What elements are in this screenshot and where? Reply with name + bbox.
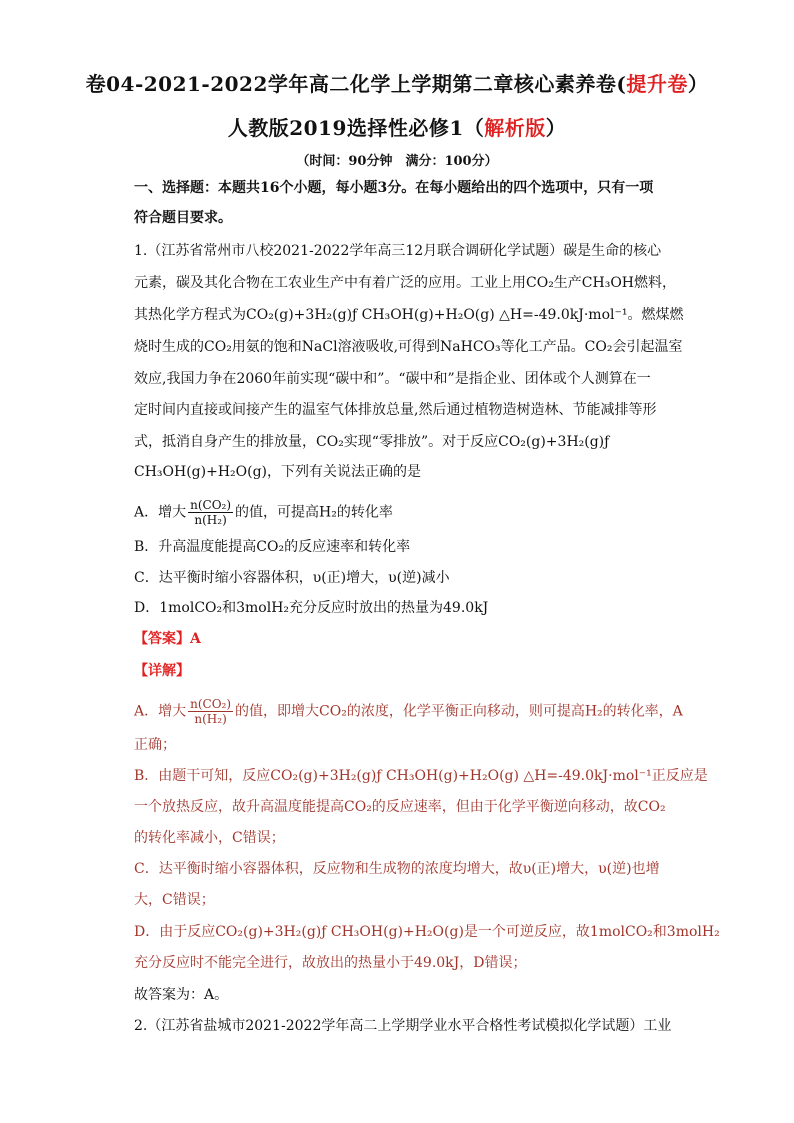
explanation-b: B．由题干可知，反应CO₂(g)+3H₂(g)ƒ CH₃OH(g)+H₂O(g) △H=-49.0kJ·mol⁻¹正反应是 — [134, 768, 708, 784]
q1-stem-line: 1.（江苏省常州市八校2021-2022学年高三12月联合调研化学试题）碳是生命的核心 — [134, 243, 662, 259]
section-heading-cont: 符合题目要求。 — [134, 210, 232, 226]
q1-stem-line: 式，抵消自身产生的排放量，CO₂实现“零排放”。对于反应CO₂(g)+3H₂(g)ƒ — [134, 434, 610, 450]
ratio-fraction: $\frac{\text{n(CO₂)}}{\text{n(H₂)}}$ — [190, 697, 232, 726]
q1-option-d: D．1molCO₂和3molH₂充分反应时放出的热量为49.0kJ — [134, 600, 489, 616]
q1-stem-line: 烧时生成的CO₂用氨的饱和NaCl溶液吸收,可得到NaHCO₃等化工产品。CO₂会引起温室 — [134, 339, 683, 355]
q2-stem-line: 2.（江苏省盐城市2021-2022学年高二上学期学业水平合格性考试模拟化学试题）工业 — [134, 1018, 672, 1034]
explanation-c-cont: 大，C错误； — [134, 892, 215, 908]
q1-stem-line: 效应,我国力争在2060年前实现“碳中和”。“碳中和”是指企业、团体或个人测算在一 — [134, 371, 651, 387]
explanation-a-cont: 正确； — [134, 737, 176, 753]
final-answer: 故答案为：A。 — [134, 987, 229, 1003]
explanation-d-cont: 充分反应时不能完全进行，故放出的热量小于49.0kJ，D错误； — [134, 955, 527, 971]
ratio-fraction: $\frac{\text{n(CO₂)}}{\text{n(H₂)}}$ — [190, 498, 232, 527]
document-subtitle: 人教版2019选择性必修1（解析版） — [227, 116, 567, 140]
subtitle-highlight: 解析版 — [484, 116, 546, 140]
explanation-b-cont: 的转化率减小，C错误； — [134, 830, 285, 846]
document-title: 卷04-2021-2022学年高二化学上学期第二章核心素养卷(提升卷） — [85, 72, 709, 96]
detail-label: 【详解】 — [134, 663, 190, 679]
explanation-a: A．增大 $\frac{\text{n(CO₂)}}{\text{n(H₂)}}$ 的值，即增大CO₂的浓度，化学平衡正向移动，则可提高H₂的转化率，A — [134, 697, 683, 726]
explanation-c: C．达平衡时缩小容器体积，反应物和生成物的浓度均增大，故υ(正)增大，υ(逆)也增 — [134, 861, 660, 877]
explanation-b-cont: 一个放热反应，故升高温度能提高CO₂的反应速率，但由于化学平衡逆向移动，故CO₂ — [134, 799, 666, 815]
explanation-d: D．由于反应CO₂(g)+3H₂(g)ƒ CH₃OH(g)+H₂O(g)是一个可逆反应，故1molCO₂和3molH₂ — [134, 924, 720, 940]
q1-option-a: A．增大 $\frac{\text{n(CO₂)}}{\text{n(H₂)}}$ 的值，可提高H₂的转化率 — [134, 498, 393, 527]
section-heading: 一、选择题：本题共16个小题，每小题3分。在每小题给出的四个选项中，只有一项 — [134, 180, 654, 196]
q1-option-b: B．升高温度能提高CO₂的反应速率和转化率 — [134, 539, 411, 555]
q1-stem-line: 元素，碳及其化合物在工农业生产中有着广泛的应用。工业上用CO₂生产CH₃OH燃料， — [134, 275, 677, 291]
title-highlight: 提升卷 — [626, 72, 688, 96]
q1-stem-line: 其热化学方程式为CO₂(g)+3H₂(g)ƒ CH₃OH(g)+H₂O(g) △H=-49.0kJ·mol⁻¹。燃煤燃 — [134, 307, 684, 323]
q1-stem-line: CH₃OH(g)+H₂O(g)，下列有关说法正确的是 — [134, 464, 422, 480]
time-info: （时间：90分钟 满分：100分） — [296, 154, 498, 169]
answer-label: 【答案】A — [134, 631, 201, 647]
q1-stem-line: 定时间内直接或间接产生的温室气体排放总量,然后通过植物造树造林、节能减排等形 — [134, 402, 657, 418]
q1-option-c: C．达平衡时缩小容器体积，υ(正)增大，υ(逆)减小 — [134, 570, 450, 586]
